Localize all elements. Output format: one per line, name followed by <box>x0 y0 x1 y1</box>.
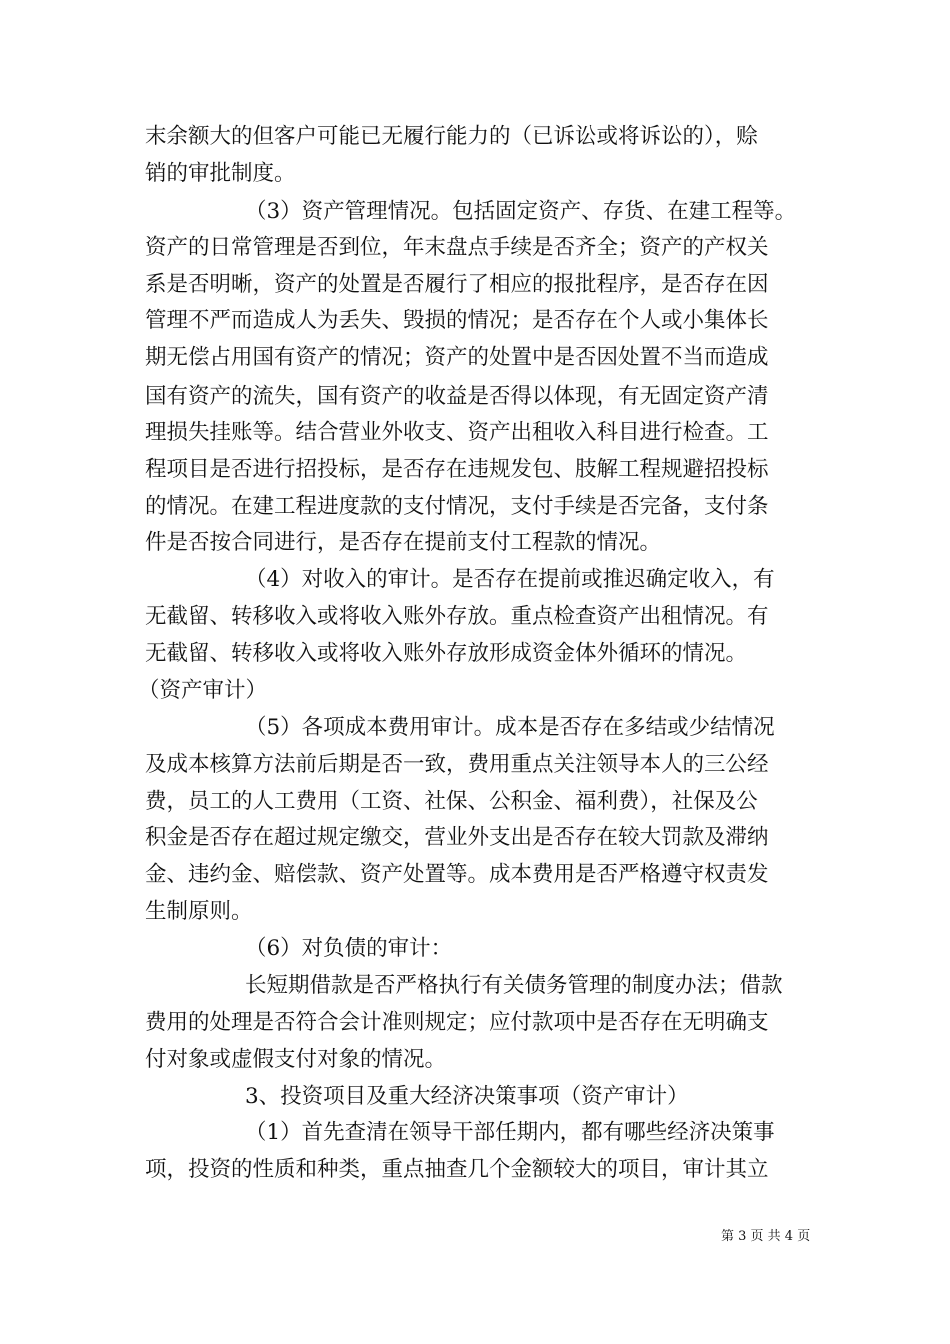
page-number: 第 3 页 共 4 页 <box>721 1229 811 1244</box>
text-line: （6）对负债的审计： <box>245 936 453 961</box>
text-line: 项，投资的性质和种类，重点抽查几个金额较大的项目，审计其立 <box>145 1157 769 1182</box>
text-line: 程项目是否进行招投标，是否存在违规发包、肢解工程规避招投标 <box>145 457 769 482</box>
text-line: （1）首先查清在领导干部任期内，都有哪些经济决策事 <box>245 1120 775 1145</box>
text-line: 的情况。在建工程进度款的支付情况，支付手续是否完备，支付条 <box>145 494 769 519</box>
text-line: 积金是否存在超过规定缴交，营业外支出是否存在较大罚款及滞纳 <box>145 825 769 850</box>
text-line: （4）对收入的审计。是否存在提前或推迟确定收入，有 <box>245 567 775 592</box>
text-line: （5）各项成本费用审计。成本是否存在多结或少结情况 <box>245 715 775 740</box>
text-line: 金、违约金、赔偿款、资产处置等。成本费用是否严格遵守权责发 <box>145 862 769 887</box>
text-line: 末余额大的但客户可能已无履行能力的（已诉讼或将诉讼的），赊 <box>145 124 758 149</box>
text-line: 管理不严而造成人为丢失、毁损的情况；是否存在个人或小集体长 <box>145 308 769 333</box>
text-line: 理损失挂账等。结合营业外收支、资产出租收入科目进行检查。工 <box>145 420 769 445</box>
text-line: 期无偿占用国有资产的情况；资产的处置中是否因处置不当而造成 <box>145 345 769 370</box>
text-line: 系是否明晰，资产的处置是否履行了相应的报批程序，是否存在因 <box>145 272 769 297</box>
text-line: 费，员工的人工费用（工资、社保、公积金、福利费），社保及公 <box>145 789 758 814</box>
text-line: （资产审计） <box>138 678 268 703</box>
text-line: 资产的日常管理是否到位，年末盘点手续是否齐全；资产的产权关 <box>145 235 769 260</box>
text-line: 无截留、转移收入或将收入账外存放。重点检查资产出租情况。有 <box>145 604 769 629</box>
text-line: 国有资产的流失，国有资产的收益是否得以体现，有无固定资产清 <box>145 384 769 409</box>
text-line: 件是否按合同进行，是否存在提前支付工程款的情况。 <box>145 530 662 555</box>
text-line: 无截留、转移收入或将收入账外存放形成资金体外循环的情况。 <box>145 641 748 666</box>
text-line: 费用的处理是否符合会计准则规定；应付款项中是否存在无明确支 <box>145 1010 769 1035</box>
text-line: 长短期借款是否严格执行有关债务管理的制度办法；借款 <box>245 973 783 998</box>
text-line: 销的审批制度。 <box>145 161 296 186</box>
text-line: 付对象或虚假支付对象的情况。 <box>145 1047 447 1072</box>
text-line: 3、投资项目及重大经济决策事项（资产审计） <box>245 1084 689 1109</box>
text-line: 及成本核算方法前后期是否一致，费用重点关注领导本人的三公经 <box>145 752 769 777</box>
text-line: 生制原则。 <box>145 899 253 924</box>
text-line: （3）资产管理情况。包括固定资产、存货、在建工程等。 <box>245 199 797 224</box>
